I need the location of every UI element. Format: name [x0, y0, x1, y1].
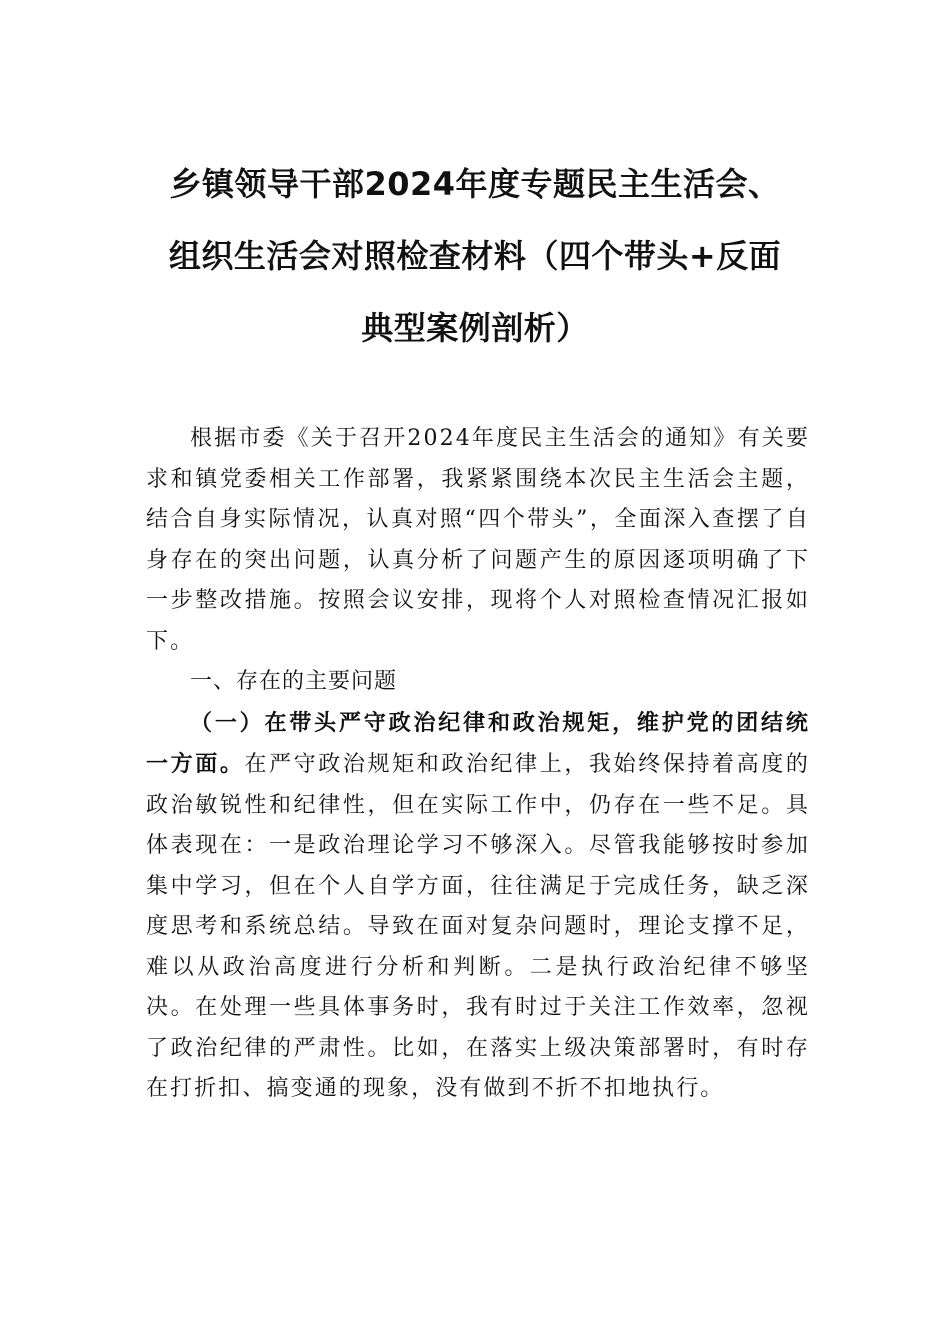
- title-line-1: 乡镇领导干部2024年度专题民主生活会、: [169, 165, 781, 203]
- title-line-3: 典型案例剖析）: [361, 309, 589, 347]
- subsection-text: 在严守政治规矩和政治纪律上，我始终保持着高度的政治敏锐性和纪律性，但在实际工作中，仍存在一些不足。具体表现在：一是政治理论学习不够深入。尽管我能够按时参加集中学习，但在个人自学方面，往往满足于完成任务，缺乏深度思考和系统总结。导致在面对复杂问题时，理论支撑不足，难以从政治高度进行分析和判断。二是执行政治纪律不够坚决。在处理一些具体事务时，我有时过于关注工作效率，忽视了政治纪律的严肃性。比如，在落实上级决策部署时，有时存在打折扣、搞变通的现象，没有做到不折不扣地执行。: [146, 752, 810, 1101]
- subsection-paragraph: [146, 703, 810, 1110]
- document-body: [146, 419, 810, 1110]
- document-title: [140, 148, 810, 364]
- subsection-lead: （一）在带头严守政治纪律和政治规矩，维护党的团结统一方面。: [146, 709, 810, 777]
- title-line-2: 组织生活会对照检查材料（四个带头+反面: [168, 237, 782, 275]
- intro-paragraph: 根据市委《关于召开2024年度民主生活会的通知》有关要求和镇党委相关工作部署，我紧紧围绕本次民主生活会主题，结合自身实际情况，认真对照“四个带头”，全面深入查摆了自身存在的突出问题，认真分析了问题产生的原因逐项明确了下一步整改措施。按照会议安排，现将个人对照检查情况汇报如下。: [146, 426, 810, 654]
- section-heading: 一、存在的主要问题: [190, 669, 398, 694]
